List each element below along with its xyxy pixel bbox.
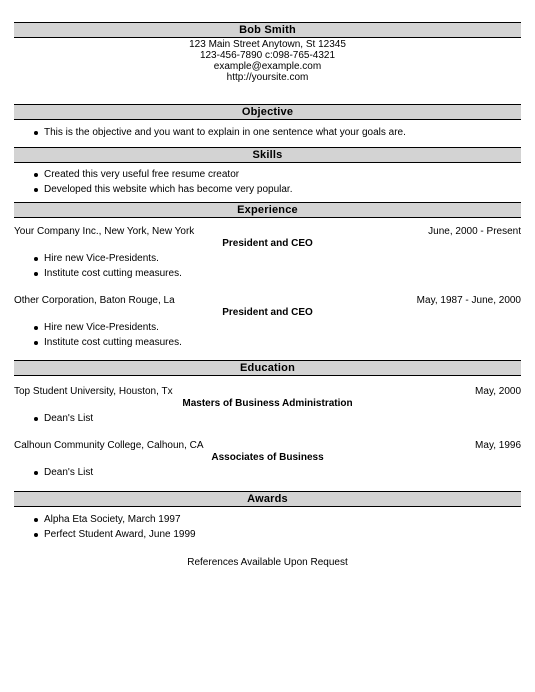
list-item bbox=[34, 337, 521, 349]
education-entry bbox=[14, 386, 521, 425]
bullet-icon bbox=[34, 131, 38, 135]
contact-block bbox=[14, 39, 521, 83]
skills-list bbox=[14, 169, 521, 196]
list-item bbox=[34, 322, 521, 334]
contact-address: 123 Main Street Anytown, St 12345 bbox=[189, 39, 346, 50]
job-duties bbox=[14, 253, 521, 280]
list-item bbox=[34, 529, 521, 541]
skills-title: Skills bbox=[252, 149, 283, 161]
school-header bbox=[14, 440, 521, 452]
objective-text: This is the objective and you want to explain in one sentence what your goals are. bbox=[44, 127, 406, 138]
award-text: Alpha Eta Society, March 1997 bbox=[44, 514, 181, 525]
bullet-icon bbox=[34, 518, 38, 522]
bullet-icon bbox=[34, 326, 38, 330]
job-dates: June, 2000 - Present bbox=[428, 226, 521, 237]
objective-header bbox=[14, 104, 521, 120]
job-header bbox=[14, 295, 521, 307]
bullet-icon bbox=[34, 188, 38, 192]
skill-text: Created this very useful free resume creator bbox=[44, 169, 240, 180]
job-dates: May, 1987 - June, 2000 bbox=[416, 295, 521, 306]
honor-text: Dean's List bbox=[44, 413, 94, 424]
references-note: References Available Upon Request bbox=[187, 557, 348, 568]
bullet-icon bbox=[34, 257, 38, 261]
school-dates: May, 1996 bbox=[475, 440, 521, 451]
list-item bbox=[34, 253, 521, 265]
experience-entry bbox=[14, 295, 521, 349]
school-org: Calhoun Community College, Calhoun, CA bbox=[14, 440, 204, 451]
bullet-icon bbox=[34, 417, 38, 421]
experience-title: Experience bbox=[237, 204, 298, 216]
education-title: Education bbox=[240, 362, 295, 374]
list-item bbox=[34, 514, 521, 526]
school-honors bbox=[14, 467, 521, 479]
duty-text: Hire new Vice-Presidents. bbox=[44, 322, 159, 333]
list-item bbox=[34, 169, 521, 181]
bullet-icon bbox=[34, 341, 38, 345]
experience-header bbox=[14, 202, 521, 218]
list-item bbox=[34, 467, 521, 479]
honor-text: Dean's List bbox=[44, 467, 94, 478]
school-header bbox=[14, 386, 521, 398]
resume-page bbox=[14, 0, 521, 569]
award-text: Perfect Student Award, June 1999 bbox=[44, 529, 196, 540]
name-header bbox=[14, 22, 521, 38]
contact-phones: 123-456-7890 c:098-765-4321 bbox=[199, 50, 336, 61]
bullet-icon bbox=[34, 533, 38, 537]
awards-list bbox=[14, 514, 521, 541]
education-header bbox=[14, 360, 521, 376]
job-position: President and CEO bbox=[222, 307, 313, 318]
experience-entry bbox=[14, 226, 521, 280]
bullet-icon bbox=[34, 272, 38, 276]
contact-email[interactable]: example@example.com bbox=[213, 61, 322, 72]
school-honors bbox=[14, 413, 521, 425]
school-degree: Associates of Business bbox=[211, 452, 324, 463]
duty-text: Institute cost cutting measures. bbox=[44, 268, 182, 279]
awards-header bbox=[14, 491, 521, 507]
job-org: Other Corporation, Baton Rouge, La bbox=[14, 295, 175, 306]
job-header bbox=[14, 226, 521, 238]
list-item bbox=[34, 413, 521, 425]
job-org: Your Company Inc., New York, New York bbox=[14, 226, 195, 237]
list-item bbox=[34, 127, 521, 139]
bullet-icon bbox=[34, 173, 38, 177]
job-position: President and CEO bbox=[222, 238, 313, 249]
skills-header bbox=[14, 147, 521, 163]
school-dates: May, 2000 bbox=[475, 386, 521, 397]
job-duties bbox=[14, 322, 521, 349]
bullet-icon bbox=[34, 471, 38, 475]
objective-list bbox=[14, 127, 521, 139]
list-item bbox=[34, 184, 521, 196]
school-degree: Masters of Business Administration bbox=[182, 398, 353, 409]
awards-title: Awards bbox=[247, 493, 288, 505]
resume-name: Bob Smith bbox=[239, 24, 296, 36]
duty-text: Institute cost cutting measures. bbox=[44, 337, 182, 348]
objective-title: Objective bbox=[241, 106, 294, 118]
duty-text: Hire new Vice-Presidents. bbox=[44, 253, 159, 264]
list-item bbox=[34, 268, 521, 280]
education-entry bbox=[14, 440, 521, 479]
skill-text: Developed this website which has become very popular. bbox=[44, 184, 293, 195]
contact-website[interactable]: http://yoursite.com bbox=[226, 72, 309, 83]
school-org: Top Student University, Houston, Tx bbox=[14, 386, 173, 397]
